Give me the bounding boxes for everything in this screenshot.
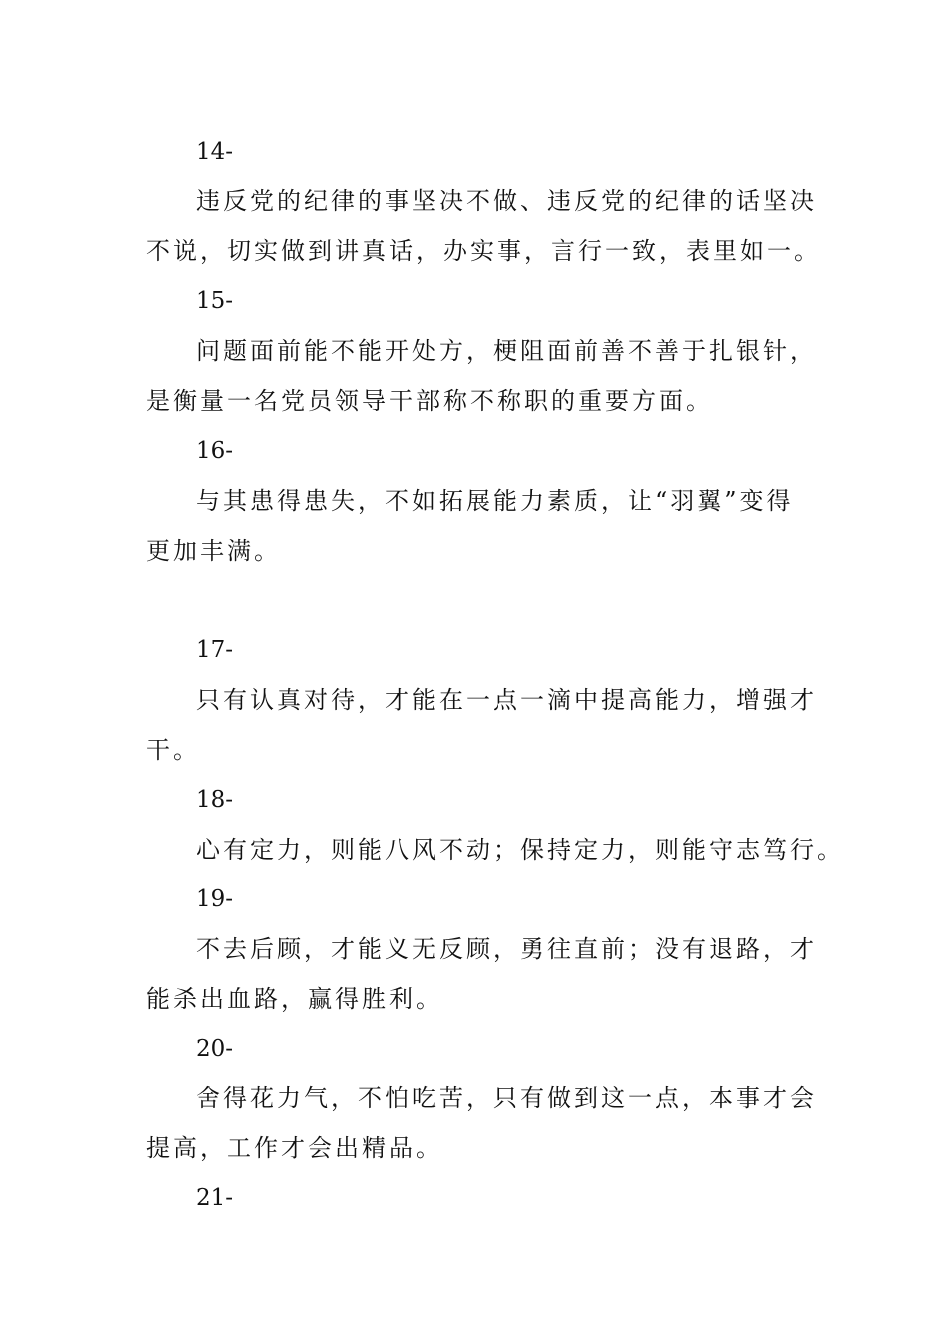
paragraph-line: 干。 <box>146 736 200 764</box>
paragraph-line: 与其患得患失，不如拓展能力素质，让“羽翼”变得 <box>196 487 794 515</box>
paragraph-line: 只有认真对待，才能在一点一滴中提高能力，增强才 <box>196 686 817 714</box>
paragraph-line: 违反党的纪律的事坚决不做、违反党的纪律的话坚决 <box>196 187 817 215</box>
paragraph-line: 问题面前能不能开处方，梗阻面前善不善于扎银针， <box>196 337 817 365</box>
paragraph-line: 舍得花力气，不怕吃苦，只有做到这一点，本事才会 <box>196 1084 817 1112</box>
paragraph-line: 更加丰满。 <box>146 537 281 565</box>
item-number: 19- <box>196 886 234 912</box>
item-number: 21- <box>196 1185 234 1211</box>
item-number: 14- <box>196 139 234 165</box>
item-number: 16- <box>196 438 234 464</box>
paragraph-line: 心有定力，则能八风不动；保持定力，则能守志笃行。 <box>196 836 844 864</box>
paragraph-line: 不说，切实做到讲真话，办实事，言行一致，表里如一。 <box>146 237 821 265</box>
paragraph-line: 是衡量一名党员领导干部称不称职的重要方面。 <box>146 387 713 415</box>
paragraph-line: 不去后顾，才能义无反顾，勇往直前；没有退路，才 <box>196 935 817 963</box>
item-number: 18- <box>196 787 234 813</box>
item-number: 17- <box>196 637 234 663</box>
paragraph-line: 提高，工作才会出精品。 <box>146 1134 443 1162</box>
paragraph-line: 能杀出血路，赢得胜利。 <box>146 985 443 1013</box>
item-number: 20- <box>196 1036 234 1062</box>
item-number: 15- <box>196 288 234 314</box>
